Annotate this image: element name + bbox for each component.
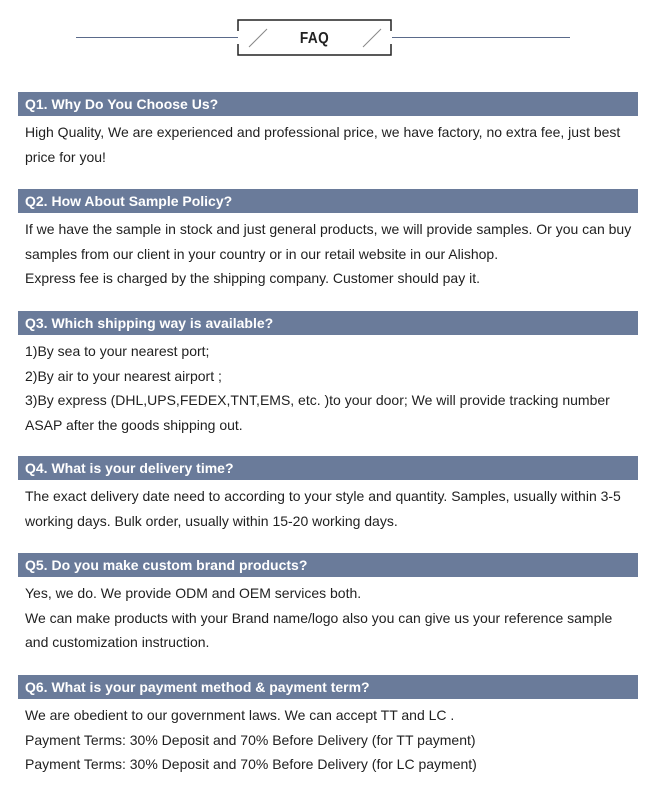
faq-item-q5 bbox=[18, 553, 638, 655]
header-divider-right bbox=[392, 37, 570, 38]
faq-question: Q6. What is your payment method & payment term? bbox=[18, 675, 638, 699]
answer-line: Express fee is charged by the shipping company. Customer should pay it. bbox=[25, 270, 480, 286]
answer-line: 3)By express (DHL,UPS,FEDEX,TNT,EMS, etc. )to your door; We will provide tracking number ASAP after the goods shipping out. bbox=[25, 392, 610, 433]
faq-answer bbox=[18, 699, 638, 777]
faq-item-q3 bbox=[18, 311, 638, 437]
faq-header bbox=[0, 0, 650, 70]
answer-line: Payment Terms: 30% Deposit and 70% Before Delivery (for TT payment) bbox=[25, 731, 476, 748]
faq-answer bbox=[18, 116, 638, 169]
faq-title-frame bbox=[237, 19, 392, 56]
faq-item-q6 bbox=[18, 675, 638, 777]
faq-question: Q2. How About Sample Policy? bbox=[18, 189, 638, 213]
faq-question: Q5. Do you make custom brand products? bbox=[18, 553, 638, 577]
answer-line: Yes, we do. We provide ODM and OEM services both. bbox=[25, 585, 362, 601]
faq-question: Q3. Which shipping way is available? bbox=[18, 311, 638, 335]
answer-line: We can make products with your Brand name/logo also you can give us your reference sample and customization instruction. bbox=[25, 609, 613, 650]
faq-answer bbox=[18, 480, 638, 533]
faq-item-q4 bbox=[18, 456, 638, 533]
faq-item-q1 bbox=[18, 92, 638, 169]
header-divider-left bbox=[76, 37, 238, 38]
faq-question: Q4. What is your delivery time? bbox=[18, 456, 638, 480]
answer-line: 2)By air to your nearest airport ; bbox=[25, 367, 222, 384]
answer-line: High Quality, We are experienced and professional price, we have factory, no extra fee, just best price for you! bbox=[25, 124, 621, 165]
faq-question: Q1. Why Do You Choose Us? bbox=[18, 92, 638, 116]
faq-answer bbox=[18, 577, 638, 655]
answer-line: The exact delivery date need to according to your style and quantity. Samples, usually within 3-5 working days. Bulk order, usually within 15-20 working days. bbox=[25, 488, 621, 529]
faq-answer bbox=[18, 335, 638, 437]
answer-line: Payment Terms: 30% Deposit and 70% Before Delivery (for LC payment) bbox=[25, 756, 477, 772]
faq-item-q2 bbox=[18, 189, 638, 291]
faq-answer bbox=[18, 213, 638, 291]
answer-line: If we have the sample in stock and just general products, we will provide samples. Or you can buy samples from our client in your country or in our retail website in our Alishop. bbox=[25, 221, 632, 262]
answer-line: 1)By sea to your nearest port; bbox=[25, 343, 210, 359]
page-title: FAQ bbox=[299, 30, 330, 47]
answer-line: We are obedient to our government laws. We can accept TT and LC . bbox=[25, 707, 455, 723]
